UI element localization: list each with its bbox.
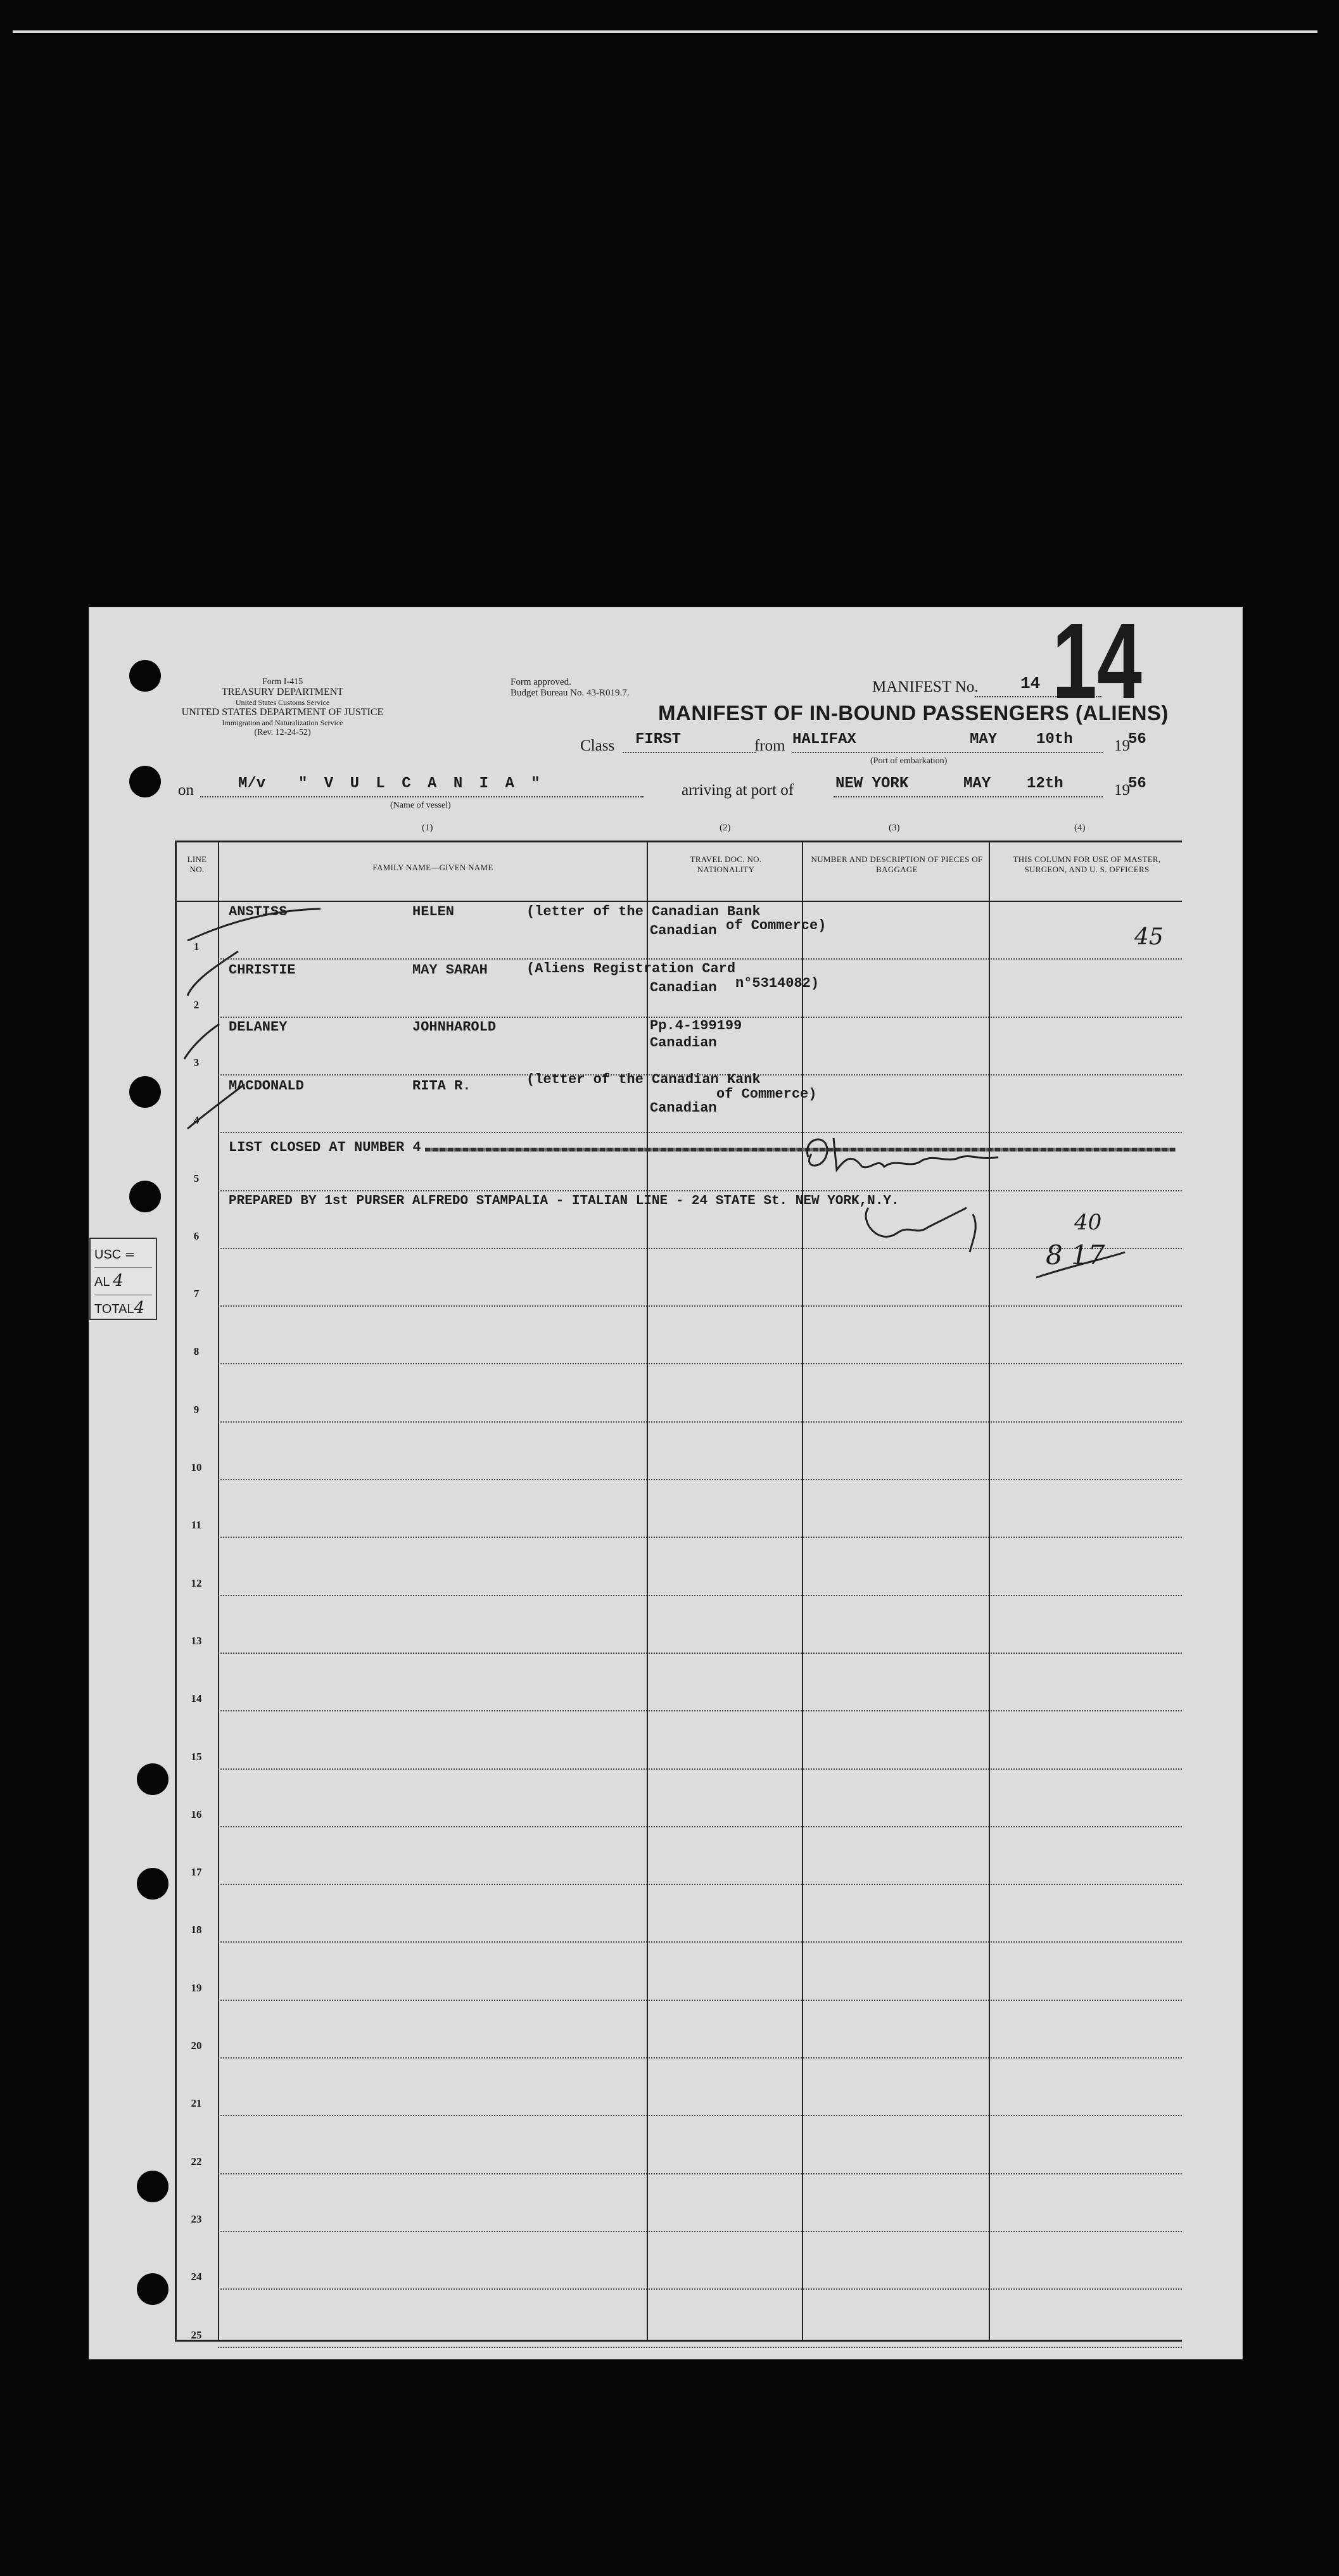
table-bottom-border [175,2340,1182,2342]
table-row-line [218,1710,1182,1711]
from-port: HALIFAX [792,731,856,748]
p1-given: HELEN [412,904,455,920]
table-row-line [218,1653,1182,1654]
vessel-prefix: M/v [238,775,266,792]
manifest-no-value: 14 [1020,674,1041,693]
line-number: 25 [191,2328,202,2341]
col3-number: (3) [889,823,900,833]
handwritten-number-top: 40 [1074,1210,1102,1235]
class-label: Class [580,737,615,754]
total-row [94,1295,152,1322]
col1-header: FAMILY NAME—GIVEN NAME [372,863,493,872]
usc-value: = [124,1247,136,1262]
p4-doc2: of Commerce) [716,1086,817,1102]
line-number: 19 [191,1981,202,1994]
handwritten-number-bottom: 8 17 [1046,1240,1105,1271]
from-month: MAY [970,731,998,748]
line-number: 12 [191,1577,202,1589]
table-row-line [218,2288,1182,2290]
line-number: 3 [193,1056,200,1069]
checkmark [187,1084,244,1129]
line-number: 23 [191,2212,202,2225]
list-closed-text: LIST CLOSED AT NUMBER 4 [229,1139,421,1155]
p2-doc1: (Aliens Registration Card [526,961,736,977]
form-approved: Form approved. [511,677,571,687]
col3-header: NUMBER AND DESCRIPTION OF PIECES OF BAGGAGE [811,854,983,874]
line-number: 1 [193,941,200,953]
p3-doc1: Pp.4-199199 [650,1018,742,1034]
binder-hole [137,1763,168,1795]
p1-doc2: of Commerce) [726,918,827,934]
table-row-line [218,1941,1182,1943]
customs-service: United States Customs Service [235,698,330,707]
table-row-line [218,2115,1182,2116]
line-number: 8 [193,1345,200,1358]
vessel-name: " V U L C A N I A " [298,775,544,792]
ins-service: Immigration and Naturalization Service [222,718,343,727]
line-number: 21 [191,2097,202,2110]
arriving-day: 12th [1027,775,1063,792]
top-rule [13,30,1317,33]
arriving-month: MAY [963,775,991,792]
col2-number: (2) [720,823,731,833]
signature [807,1138,998,1170]
line-number: 15 [191,1750,202,1763]
from-year: 56 [1128,731,1146,748]
usc-row [94,1241,152,1268]
line-number: 16 [191,1808,202,1820]
justice-dept: UNITED STATES DEPARTMENT OF JUSTICE [181,707,384,718]
al-label: AL [94,1275,110,1289]
prepared-by-text: PREPARED BY 1st PURSER ALFREDO STAMPALIA - ITALIAN LINE - 24 STATE St. NEW YORK,N.Y. [229,1194,899,1209]
p3-given: JOHNHAROLD [412,1019,497,1035]
line-number: 9 [193,1403,200,1416]
col1-number: (1) [422,823,433,833]
arr-year-prefix: 19 [1114,782,1130,799]
arr-year: 56 [1128,775,1146,792]
line-number: 22 [191,2155,202,2167]
line-number: 24 [191,2271,202,2283]
p2-doc2: n°5314082) [735,975,820,991]
p2-family: CHRISTIE [229,962,296,978]
form-agency-block [178,677,387,738]
table-row-line [218,1826,1182,1827]
col4-number: (4) [1074,823,1086,833]
p4-doc1: (letter of the Canadian Kank [526,1072,761,1088]
manifest-title: MANIFEST OF IN-BOUND PASSENGERS (ALIENS) [658,701,1169,725]
usc-stamp [89,1238,157,1320]
p2-nationality: Canadian [650,980,717,996]
form-number: Form I-415 [262,677,303,687]
manifest-page [89,601,1243,2359]
table-row-line [218,2173,1182,2174]
table-row-line [218,2057,1182,2059]
from-year-prefix: 19 [1114,737,1130,754]
table-row-line [218,2347,1182,2348]
col2-header: TRAVEL DOC. NO. NATIONALITY [690,854,762,874]
line-number: 7 [193,1288,200,1300]
total-label: TOTAL [94,1302,134,1316]
table-row-line [218,2231,1182,2232]
p1-nationality: Canadian [650,923,717,939]
binder-hole [137,2273,168,2305]
line-number: 13 [191,1634,202,1647]
arriving-label: arriving at port of [682,782,794,799]
table-row-line [218,1479,1182,1480]
p1-officer-note: 45 [1134,924,1164,950]
passenger-table [175,823,1182,2342]
line-number: 4 [193,1114,200,1127]
usc-label: USC [94,1248,122,1262]
line-number: 14 [191,1692,202,1705]
vessel-line [200,796,644,797]
p1-family: ANSTISS [229,904,288,920]
class-line [623,752,756,753]
budget-bureau: Budget Bureau No. 43-R019.7. [511,688,630,698]
table-row-line [218,2000,1182,2001]
line-number: 5 [193,1172,200,1184]
line-number: 6 [193,1229,200,1242]
line-number: 20 [191,2040,202,2052]
binder-hole [137,2171,168,2202]
table-row-line [218,1884,1182,1885]
p4-given: RITA R. [412,1078,471,1094]
from-label: from [754,737,785,754]
arriving-port: NEW YORK [835,775,909,792]
binder-hole [137,1868,168,1900]
signature [866,1208,975,1252]
handwriting-marks [175,841,1182,1347]
checkmark [187,909,320,941]
table-row-line [218,1421,1182,1423]
from-day: 10th [1036,731,1073,748]
port-embark-caption: (Port of embarkation) [870,756,948,766]
table-row-line [218,1768,1182,1770]
class-value: FIRST [635,731,682,748]
line-no-header: LINE NO. [187,854,207,874]
al-value: 4 [113,1271,124,1290]
binder-hole [129,660,161,692]
total-value: 4 [134,1298,145,1317]
al-row [94,1268,152,1295]
p2-given: MAY SARAH [412,962,488,978]
p4-nationality: Canadian [650,1100,717,1116]
manifest-no-label: MANIFEST No. [872,678,979,695]
table-row-line [218,1363,1182,1364]
treasury-dept: TREASURY DEPARTMENT [221,687,344,697]
checkmark [184,1024,219,1059]
binder-hole [129,1181,161,1212]
manifest-no-stamp: 14 [1052,601,1142,721]
p3-family: DELANEY [229,1019,288,1035]
binder-hole [129,766,161,797]
checkmark [187,951,238,996]
col4-header: THIS COLUMN FOR USE OF MASTER, SURGEON, AND U. S. OFFICERS [1013,854,1161,874]
line-number: 10 [191,1461,202,1473]
from-line [792,752,1103,753]
table-row-line [218,1595,1182,1596]
binder-hole [129,1076,161,1108]
line-number: 17 [191,1866,202,1879]
p1-doc1: (letter of the Canadian Bank [526,904,761,920]
p4-family: MACDONALD [229,1078,304,1094]
line-number: 11 [191,1519,202,1532]
line-number: 2 [193,998,200,1011]
table-row-line [218,1537,1182,1538]
approval-block [511,677,629,699]
vessel-caption: (Name of vessel) [390,801,451,810]
revision-date: (Rev. 12-24-52) [254,728,311,737]
line-number: 18 [191,1924,202,1936]
arriving-line [834,796,1103,797]
on-label: on [178,782,194,799]
p3-nationality: Canadian [650,1035,717,1051]
